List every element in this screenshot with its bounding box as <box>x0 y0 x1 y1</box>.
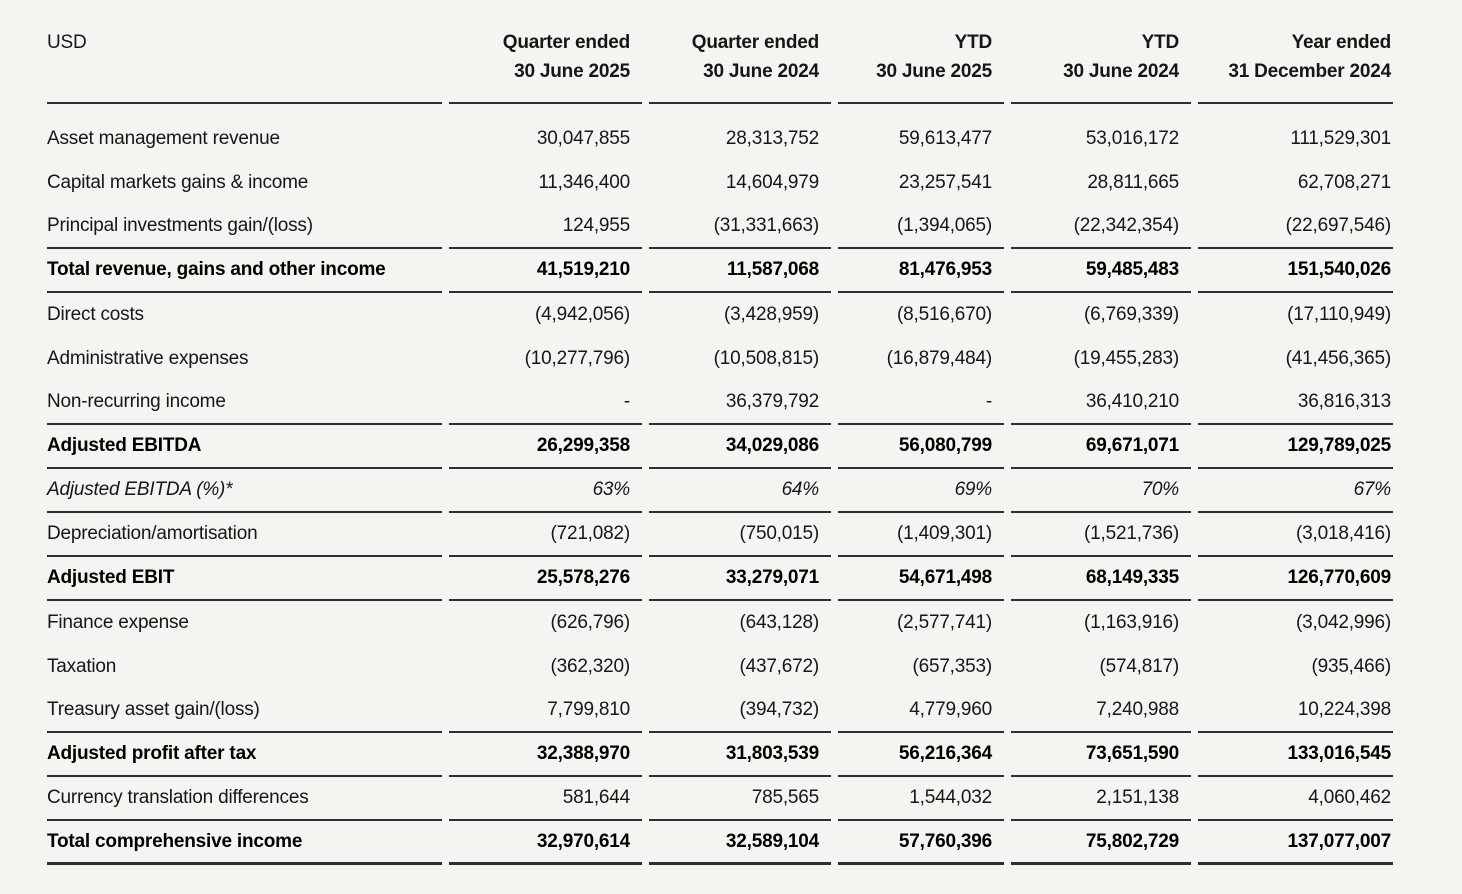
row-label: Adjusted EBITDA <box>47 425 442 469</box>
table-row <box>47 381 1393 425</box>
cell-value: 2,151,138 <box>1011 777 1191 821</box>
row-label: Adjusted EBITDA (%)* <box>47 469 442 513</box>
cell-value: (750,015) <box>649 513 831 557</box>
table-row <box>47 821 1393 865</box>
column-header-5 <box>1198 20 1393 104</box>
cell-value: (6,769,339) <box>1084 304 1179 325</box>
column-header-line2: 30 June 2024 <box>703 61 819 82</box>
column-header-1 <box>449 20 642 104</box>
cell-value: (935,466) <box>1311 656 1391 677</box>
table-row <box>47 557 1393 601</box>
cell-value: 69% <box>838 469 1004 513</box>
row-label: Total comprehensive income <box>47 821 442 865</box>
column-header-line1: YTD <box>1141 32 1179 53</box>
table-row <box>47 469 1393 513</box>
cell-value: - <box>838 381 1004 425</box>
cell-value: 41,519,210 <box>449 249 642 293</box>
cell-value: 14,604,979 <box>725 172 819 193</box>
cell-value: 73,651,590 <box>1011 733 1191 777</box>
cell-value: 57,760,396 <box>838 821 1004 865</box>
cell-value: 56,216,364 <box>838 733 1004 777</box>
cell-value: (643,128) <box>739 612 819 633</box>
row-label: Treasury asset gain/(loss) <box>47 689 442 733</box>
cell-value: 1,544,032 <box>838 777 1004 821</box>
table-row <box>47 205 1393 249</box>
cell-value: 32,388,970 <box>449 733 642 777</box>
row-label: Administrative expenses <box>47 348 249 369</box>
cell-value: (1,521,736) <box>1011 513 1191 557</box>
cell-value: 59,613,477 <box>898 128 992 149</box>
table-row <box>47 777 1393 821</box>
cell-value: 81,476,953 <box>838 249 1004 293</box>
cell-value: (31,331,663) <box>649 205 831 249</box>
table-row <box>47 249 1393 293</box>
cell-value: 34,029,086 <box>649 425 831 469</box>
cell-value: 56,080,799 <box>838 425 1004 469</box>
cell-value: - <box>449 381 642 425</box>
row-label: Finance expense <box>47 612 189 633</box>
cell-value: (437,672) <box>739 656 819 677</box>
cell-value: 26,299,358 <box>449 425 642 469</box>
cell-value: (22,697,546) <box>1198 205 1393 249</box>
cell-value: 69,671,071 <box>1011 425 1191 469</box>
cell-value: (574,817) <box>1099 656 1179 677</box>
row-label: Depreciation/amortisation <box>47 513 442 557</box>
cell-value: 28,811,665 <box>1087 172 1179 193</box>
cell-value: (362,320) <box>550 656 630 677</box>
row-label: Asset management revenue <box>47 128 280 149</box>
cell-value: (17,110,949) <box>1287 304 1391 325</box>
column-header-line2: 30 June 2025 <box>514 61 630 82</box>
cell-value: 11,587,068 <box>649 249 831 293</box>
financial-summary-table <box>40 20 1400 865</box>
cell-value: 54,671,498 <box>838 557 1004 601</box>
cell-value: 129,789,025 <box>1198 425 1393 469</box>
cell-value: 23,257,541 <box>898 172 992 193</box>
row-label: Non-recurring income <box>47 381 442 425</box>
cell-value: 25,578,276 <box>449 557 642 601</box>
cell-value: (4,942,056) <box>535 304 630 325</box>
cell-value: (657,353) <box>912 656 992 677</box>
cell-value: 7,799,810 <box>449 689 642 733</box>
column-header-4 <box>1011 20 1191 104</box>
cell-value: 67% <box>1198 469 1393 513</box>
cell-value: 581,644 <box>449 777 642 821</box>
table-row <box>47 293 1393 337</box>
cell-value: 32,589,104 <box>649 821 831 865</box>
cell-value: 137,077,007 <box>1198 821 1393 865</box>
cell-value: 10,224,398 <box>1198 689 1393 733</box>
table-row <box>47 513 1393 557</box>
table-row <box>47 425 1393 469</box>
column-header-line1: Quarter ended <box>502 32 630 53</box>
cell-value: 64% <box>649 469 831 513</box>
table-row <box>47 117 1393 161</box>
table-row <box>47 733 1393 777</box>
cell-value: (22,342,354) <box>1011 205 1191 249</box>
column-header-line2: 30 June 2024 <box>1063 61 1179 82</box>
header-spacer <box>47 104 1393 117</box>
column-header-2 <box>649 20 831 104</box>
row-label: Currency translation differences <box>47 777 442 821</box>
cell-value: 75,802,729 <box>1011 821 1191 865</box>
table-row <box>47 689 1393 733</box>
cell-value: 4,060,462 <box>1198 777 1393 821</box>
cell-value: (10,508,815) <box>713 348 819 369</box>
cell-value: 30,047,855 <box>536 128 630 149</box>
cell-value: (721,082) <box>449 513 642 557</box>
column-header-line2: 30 June 2025 <box>876 61 992 82</box>
cell-value: (1,163,916) <box>1084 612 1179 633</box>
cell-value: 7,240,988 <box>1011 689 1191 733</box>
cell-value: (8,516,670) <box>897 304 992 325</box>
cell-value: 70% <box>1011 469 1191 513</box>
row-label: Adjusted EBIT <box>47 557 442 601</box>
column-header-line1: Quarter ended <box>691 32 819 53</box>
column-header-line2: 31 December 2024 <box>1228 61 1391 82</box>
cell-value: 53,016,172 <box>1085 128 1179 149</box>
row-label: Total revenue, gains and other income <box>47 249 442 293</box>
table-body <box>47 104 1393 865</box>
table-row <box>47 161 1393 205</box>
cell-value: (1,394,065) <box>838 205 1004 249</box>
row-label: Capital markets gains & income <box>47 172 309 193</box>
table-row <box>47 601 1393 645</box>
cell-value: 4,779,960 <box>838 689 1004 733</box>
cell-value: 63% <box>449 469 642 513</box>
cell-value: 36,410,210 <box>1011 381 1191 425</box>
cell-value: (41,456,365) <box>1285 348 1391 369</box>
header-row <box>47 20 1393 104</box>
cell-value: (626,796) <box>550 612 630 633</box>
cell-value: (3,018,416) <box>1198 513 1393 557</box>
cell-value: 28,313,752 <box>725 128 819 149</box>
cell-value: 11,346,400 <box>538 172 630 193</box>
cell-value: 36,816,313 <box>1198 381 1393 425</box>
row-label: Adjusted profit after tax <box>47 733 442 777</box>
cell-value: (3,042,996) <box>1296 612 1391 633</box>
cell-value: (19,455,283) <box>1073 348 1179 369</box>
cell-value: (2,577,741) <box>897 612 992 633</box>
table-row <box>47 337 1393 381</box>
cell-value: 33,279,071 <box>649 557 831 601</box>
cell-value: 124,955 <box>449 205 642 249</box>
cell-value: 31,803,539 <box>649 733 831 777</box>
cell-value: (3,428,959) <box>724 304 819 325</box>
cell-value: 111,529,301 <box>1290 128 1391 149</box>
cell-value: 36,379,792 <box>649 381 831 425</box>
cell-value: 133,016,545 <box>1198 733 1393 777</box>
cell-value: 59,485,483 <box>1011 249 1191 293</box>
column-header-3 <box>838 20 1004 104</box>
cell-value: 32,970,614 <box>449 821 642 865</box>
cell-value: (10,277,796) <box>524 348 630 369</box>
table-row <box>47 645 1393 689</box>
cell-value: 785,565 <box>649 777 831 821</box>
row-label: Direct costs <box>47 304 144 325</box>
cell-value: 68,149,335 <box>1011 557 1191 601</box>
column-header-line1: YTD <box>954 32 992 53</box>
cell-value: (394,732) <box>649 689 831 733</box>
row-label: Taxation <box>47 656 117 677</box>
cell-value: 151,540,026 <box>1198 249 1393 293</box>
cell-value: 126,770,609 <box>1198 557 1393 601</box>
currency-unit-label: USD <box>47 20 442 104</box>
cell-value: 62,708,271 <box>1297 172 1391 193</box>
row-label: Principal investments gain/(loss) <box>47 205 442 249</box>
cell-value: (1,409,301) <box>838 513 1004 557</box>
column-header-line1: Year ended <box>1291 32 1391 53</box>
cell-value: (16,879,484) <box>886 348 992 369</box>
